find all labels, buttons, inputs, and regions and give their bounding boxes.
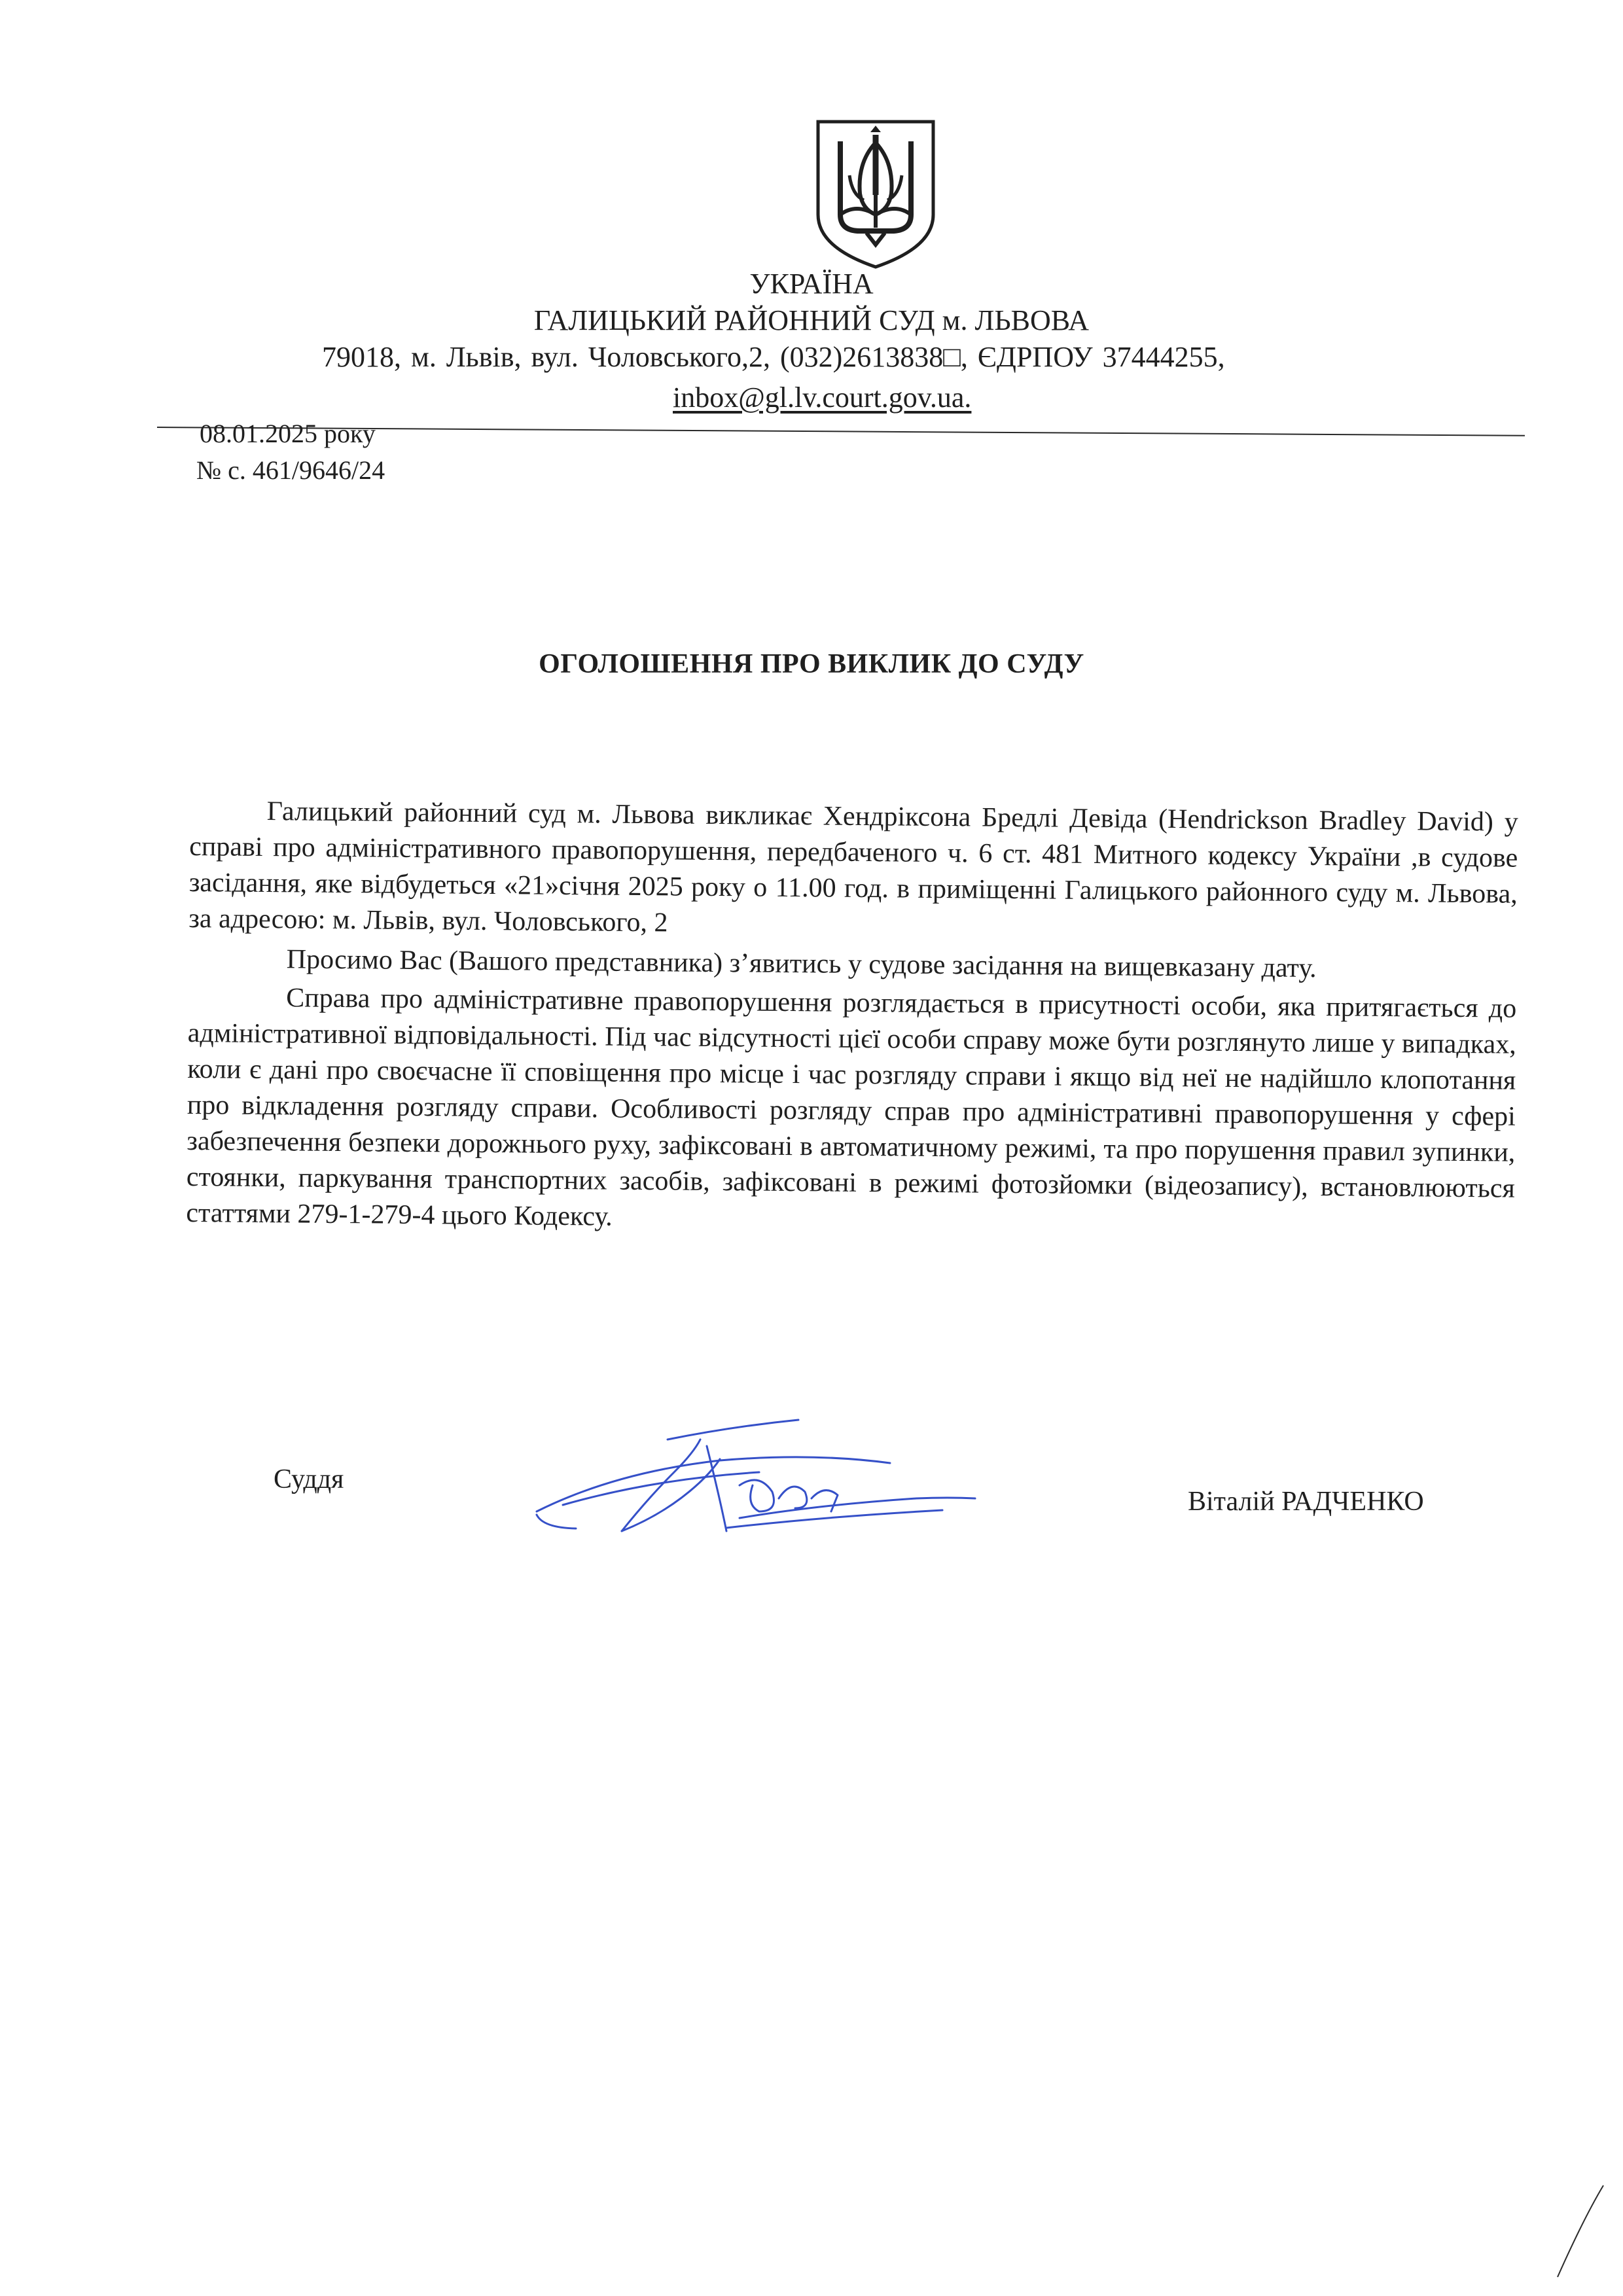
document-title: ОГОЛОШЕННЯ ПРО ВИКЛИК ДО СУДУ xyxy=(539,649,1084,679)
header-country: УКРАЇНА xyxy=(749,268,874,300)
handwritten-signature xyxy=(524,1400,982,1557)
body-paragraph: Справа про адміністративне правопорушення розглядається в присутності особи, яка притягається до адміністративної відповідальності. Під час відсутності цієї особи справу може бути розглянуто лише у випадках, коли є дані про своєчасне її сповіщення про місце і час розгляду справи і якщо від неї не надійшло клопотання про відкладення розгляду справи. Особливості розгляду справ про адміністративні правопорушення у сфері забезпечення безпеки дорожнього руху, зафіксовані в автоматичному режимі, та про порушення правил зупинки, стоянки, паркування транспортних засобів, зафіксовані в режимі фотозйомки (відеозапису), встановлюються статтями 279-1-279-4 цього Кодексу. xyxy=(186,983,1517,1232)
body-paragraph: Просимо Вас (Вашого представника) з’явитись у судове засідання на вищевказану дату. xyxy=(286,944,1317,984)
document-body xyxy=(186,793,1518,1243)
signer-role: Суддя xyxy=(274,1464,344,1494)
scan-edge-mark xyxy=(1544,2179,1610,2284)
signer-name: Віталій РАДЧЕНКО xyxy=(1188,1487,1424,1517)
ukraine-trident-emblem-icon xyxy=(810,116,941,271)
document-date: 08.01.2025 року xyxy=(200,419,376,448)
header-court-name: ГАЛИЦЬКИЙ РАЙОННИЙ СУД м. ЛЬВОВА xyxy=(533,304,1090,336)
body-paragraph: Галицький районний суд м. Львова викликає Хендріксона Бредлі Девіда (Hendrickson Bradley David) у справі про адміністративного правопорушення, передбаченого ч. 6 ст. 481 Митного кодексу України ,в судове засідання, яке відбудеться «21»січня 2025 року о 11.00 год. в приміщенні Галицького районного суду м. Львова, за адресою: м. Львів, вул. Чоловського, 2 xyxy=(188,796,1518,938)
header-email-link[interactable]: inbox@gl.lv.court.gov.ua. xyxy=(673,381,972,414)
header-address: 79018, м. Львів, вул. Чоловського,2, (032)2613838□, ЄДРПОУ 37444255, xyxy=(322,341,1225,373)
case-number: № с. 461/9646/24 xyxy=(196,455,385,485)
